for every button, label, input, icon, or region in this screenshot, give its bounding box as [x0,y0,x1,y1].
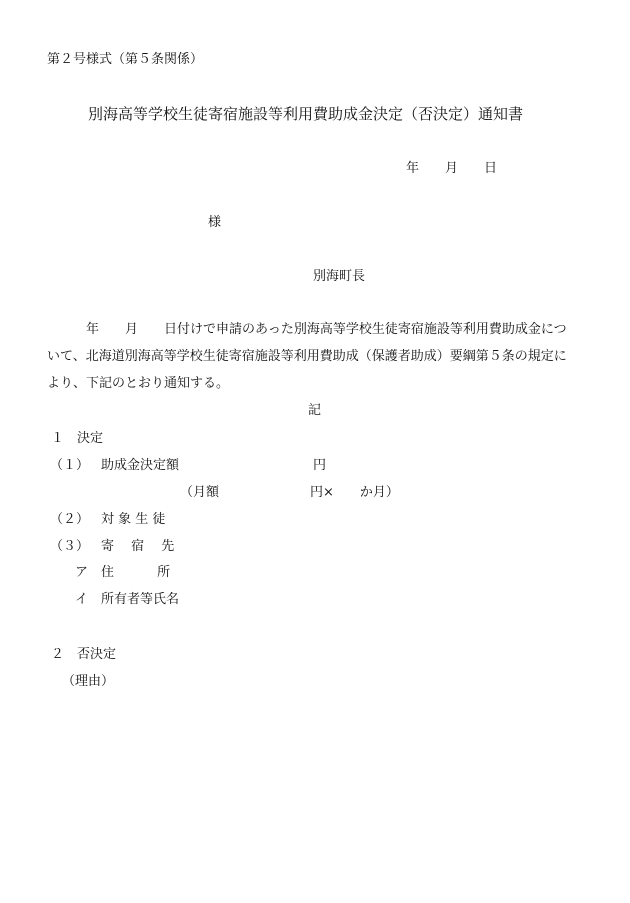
body-paragraph-line-3: より、下記のとおり通知する。 [47,376,230,391]
item-1-unit: 円 [313,458,327,473]
section-2-heading: ２ 否決定 [51,647,117,662]
document-title: 別海高等学校生徒寄宿施設等利用費助成金決定（否決定）通知書 [88,105,524,123]
ki-heading: 記 [308,403,322,418]
reason-label: （理由） [62,674,115,689]
sub-item-i-label: 所有者等氏名 [101,592,180,607]
issuer-name: 別海町長 [313,269,366,284]
item-1-number: （１） [50,458,90,473]
sub-item-a-label: 住 所 [101,565,171,580]
item-2-label: 対 象 生 徒 [101,512,166,527]
form-number: 第２号様式（第５条関係） [47,52,204,67]
item-2-number: （２） [50,512,90,527]
date-line: 年 月 日 [406,161,498,176]
sub-item-i-mark: イ [75,592,89,607]
item-1-label: 助成金決定額 [101,458,180,473]
item-1-monthly-breakdown: （月額 円× か月） [180,485,399,500]
body-paragraph-line-1: 年 月 日付けで申請のあった別海高等学校生徒寄宿施設等利用費助成金につ [86,322,567,337]
sub-item-a-mark: ア [75,565,89,580]
addressee-suffix: 様 [208,215,222,230]
body-paragraph-line-2: いて、北海道別海高等学校生徒寄宿施設等利用費助成（保護者助成）要綱第５条の規定に [47,349,567,364]
item-3-number: （３） [50,539,90,554]
item-3-label: 寄 宿 先 [101,539,175,554]
section-1-heading: １ 決定 [51,431,104,446]
